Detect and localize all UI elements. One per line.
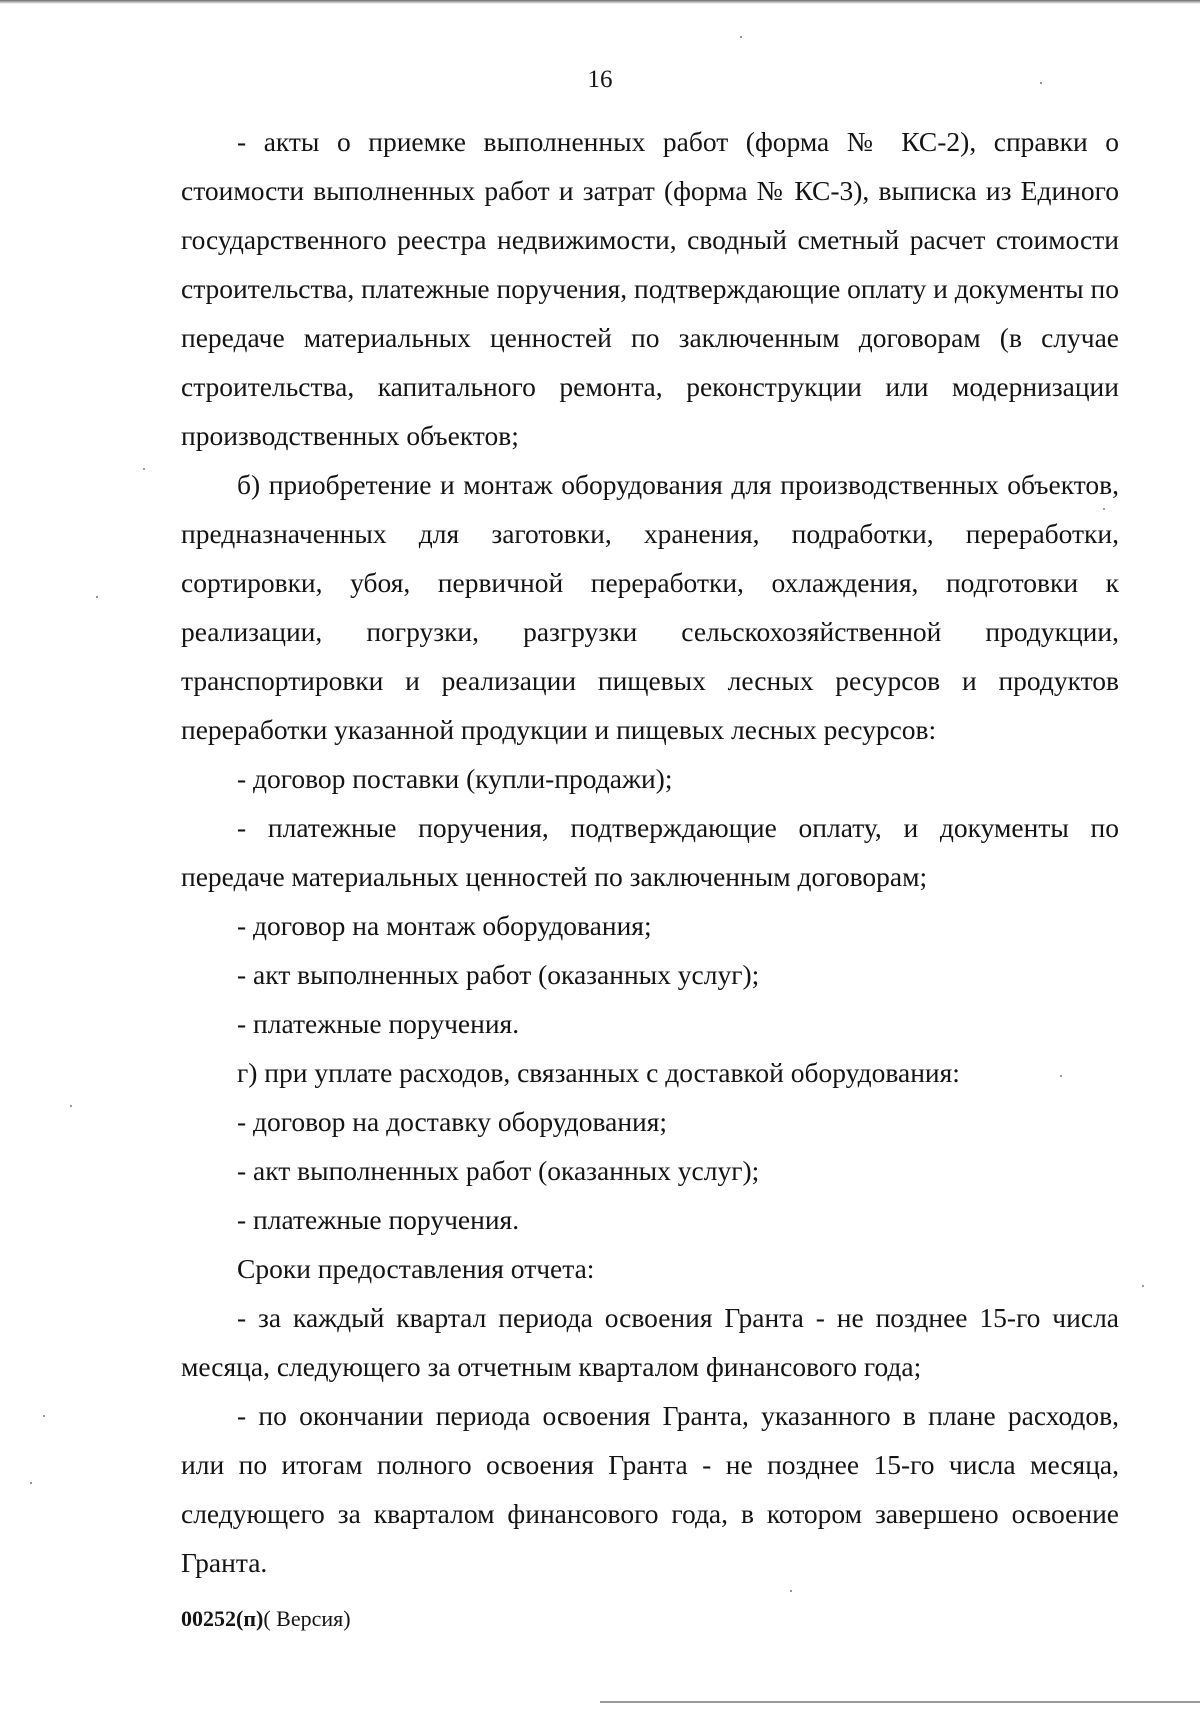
paragraph-equipment-purchase: б) приобретение и монтаж оборудования для производственных объектов, предназначенных для заготовки, хранения, подработки, переработки, сортировки, убоя, первичной переработки, охлаждения, подготовки к реализации, погрузки, разгрузки сельскохозяйственной продукции, транспортировки и реализации пищевых лесных ресурсов и продуктов переработки указанной продукции и пищевых лесных ресурсов: xyxy=(181,469,1119,745)
paragraph-delivery-expenses: г) при уплате расходов, связанных с доставкой оборудования: xyxy=(237,1057,960,1088)
paragraph-report-deadlines: Сроки предоставления отчета: xyxy=(237,1253,595,1284)
paragraph-acts-list: - акты о приемке выполненных работ (форма № КС-2), справки о стоимости выполненных работ и затрат (форма № КС-3), выписка из Единого государственного реестра недвижимости, сводный сметный расчет стоимости строительства, платежные поручения, подтверждающие оплату и документы по передаче материальных ценностей по заключенным договорам (в случае строительства, капитального ремонта, реконструкции или модернизации производственных объектов; xyxy=(181,126,1119,451)
list-item-final-deadline: - по окончании периода освоения Гранта, указанного в плане расходов, или по итогам полного освоения Гранта - не позднее 15-го числа месяца, следующего за кварталом финансового года, в котором завершено освоение Гранта. xyxy=(181,1400,1119,1578)
page-number: 16 xyxy=(587,66,613,93)
scan-speck xyxy=(1040,82,1042,84)
document-footer xyxy=(181,1606,351,1632)
list-item-payment-orders: - платежные поручения. xyxy=(237,1008,520,1039)
list-item-installation-contract: - договор на монтаж оборудования; xyxy=(237,910,652,941)
scan-speck xyxy=(790,1590,792,1592)
list-item-delivery-contract: - договор на доставку оборудования; xyxy=(237,1106,668,1137)
scan-bottom-edge xyxy=(600,1701,1200,1703)
list-item-work-act-delivery: - акт выполненных работ (оказанных услуг); xyxy=(237,1155,760,1186)
scan-speck xyxy=(143,468,145,470)
scan-speck xyxy=(70,1105,72,1107)
scan-speck xyxy=(1060,1075,1062,1077)
scan-speck xyxy=(740,36,742,38)
document-body xyxy=(181,117,1119,1587)
scan-speck xyxy=(43,1415,45,1417)
list-item-quarterly-deadline: - за каждый квартал периода освоения Гранта - не позднее 15-го числа месяца, следующего за отчетным кварталом финансового года; xyxy=(181,1302,1119,1382)
list-item-supply-contract: - договор поставки (купли-продажи); xyxy=(237,763,673,794)
scan-speck xyxy=(96,596,98,598)
scan-speck xyxy=(30,1482,32,1484)
list-item-payment-orders-transfer: - платежные поручения, подтверждающие оплату, и документы по передаче материальных ценностей по заключенным договорам; xyxy=(181,812,1119,892)
scan-top-edge xyxy=(0,0,1200,4)
list-item-work-act: - акт выполненных работ (оказанных услуг); xyxy=(237,959,760,990)
document-version: ( Версия) xyxy=(263,1606,351,1631)
document-code: 00252(п) xyxy=(181,1606,264,1631)
scan-speck xyxy=(1103,508,1105,510)
scan-speck xyxy=(1142,1285,1144,1287)
list-item-payment-orders-delivery: - платежные поручения. xyxy=(237,1204,520,1235)
